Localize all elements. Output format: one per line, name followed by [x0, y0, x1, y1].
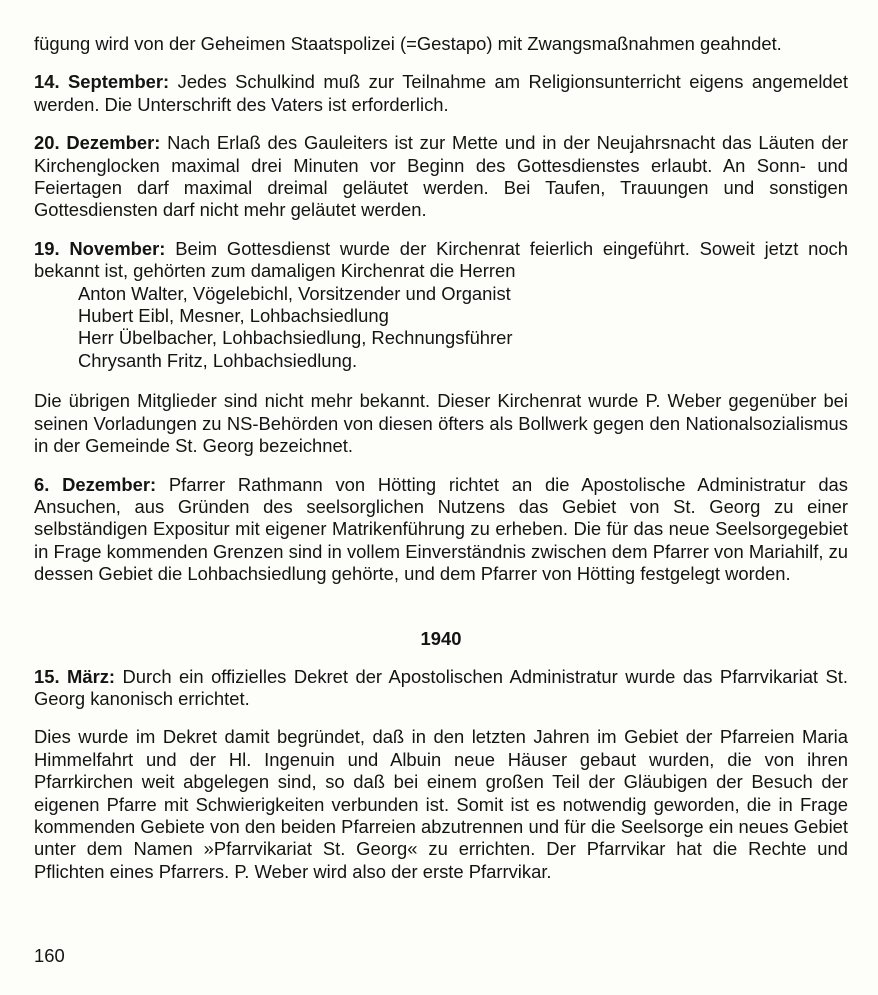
entry-date: 14. September: — [34, 71, 170, 93]
text-column — [34, 33, 848, 899]
member-item: Herr Übelbacher, Lohbachsiedlung, Rechnungsführer — [78, 327, 513, 349]
paragraph-kirchenrat-note: Die übrigen Mitglieder sind nicht mehr bekannt. Dieser Kirchenrat wurde P. Weber gegenüber bei seinen Vorladungen zu NS-Behörden von diesen öfters als Bollwerk gegen den Nationalsozialismus in der Gemeinde St. Georg bezeichnet. — [34, 390, 848, 457]
entry-text: Beim Gottesdienst wurde der Kirchenrat feierlich eingeführt. Soweit jetzt noch bekannt ist, gehörten zum damaligen Kirchenrat die Herren — [34, 237, 848, 282]
entry-date: 20. Dezember: — [34, 132, 161, 154]
paragraph-dekret-reason: Dies wurde im Dekret damit begründet, daß in den letzten Jahren im Gebiet der Pfarreien Maria Himmelfahrt und der Hl. Ingenuin und Albuin neue Häuser gebaut wurden, die von ihren Pfarrkirchen weit abgelegen sind, so daß bei einem großen Teil der Gläubigen der Besuch der eigenen Pfarre mit Schwierigkeiten verbunden ist. Somit ist es notwendig geworden, die in Frage kommenden Gebiete von den beiden Pfarreien abzutrennen und für die Seelsorge ein neues Gebiet unter dem Namen »Pfarrvikariat St. Georg« zu errichten. Der Pfarrvikar hat die Rechte und Pflichten eines Pfarrers. P. Weber wird also der erste Pfarrvikar. — [34, 726, 848, 882]
member-item: Hubert Eibl, Mesner, Lohbachsiedlung — [78, 305, 389, 327]
entry-19-november — [34, 238, 848, 283]
entry-15-maerz — [34, 666, 848, 711]
year-heading: 1940 — [420, 627, 462, 649]
kirchenrat-member-list — [78, 283, 848, 373]
entry-6-dezember — [34, 474, 848, 586]
entry-text: Durch ein offizielles Dekret der Apostolischen Administratur wurde das Pfarrvikariat St. Georg kanonisch errichtet. — [34, 665, 848, 709]
entry-text: Nach Erlaß des Gauleiters ist zur Mette und in der Neujahrsnacht das Läuten der Kirchenglocken maximal drei Minuten vor Beginn des Gottesdienstes erlaubt. An Sonn- und Feiertagen darf maximal dreimal geläutet werden. Bei Taufen, Trauungen und sonstigen Gottesdiensten darf nicht mehr geläutet werden. — [34, 132, 848, 221]
entry-14-september — [34, 71, 848, 116]
page-number: 160 — [34, 945, 65, 966]
entry-text: Pfarrer Rathmann von Hötting richtet an die Apostolische Administratur das Ansuchen, aus Gründen des seelsorglichen Nutzens das Gebiet von St. Georg zu einer selbständigen Expositur mit eigener Matrikenführung zu erheben. Die für das neue Seelsorgegebiet in Frage kommenden Grenzen sind in vollem Einverständnis zwischen dem Pfarrer von Mariahilf, zu dessen Gebiet die Lohbachsiedlung gehörte, und dem Pfarrer von Hötting festgelegt worden. — [34, 473, 848, 585]
entry-text: Jedes Schulkind muß zur Teilnahme am Religionsunterricht eigens angemeldet werden. Die Unterschrift des Vaters ist erforderlich. — [34, 71, 848, 115]
entry-date: 15. März: — [34, 665, 116, 687]
member-item: Anton Walter, Vögelebichl, Vorsitzender und Organist — [78, 282, 511, 304]
entry-date: 6. Dezember: — [34, 473, 157, 495]
member-item: Chrysanth Fritz, Lohbachsiedlung. — [78, 349, 358, 371]
entry-date: 19. November: — [34, 237, 166, 259]
paragraph-continuation: fügung wird von der Geheimen Staatspolizei (=Gestapo) mit Zwangsmaßnahmen geahndet. — [34, 33, 782, 54]
entry-20-dezember — [34, 132, 848, 222]
